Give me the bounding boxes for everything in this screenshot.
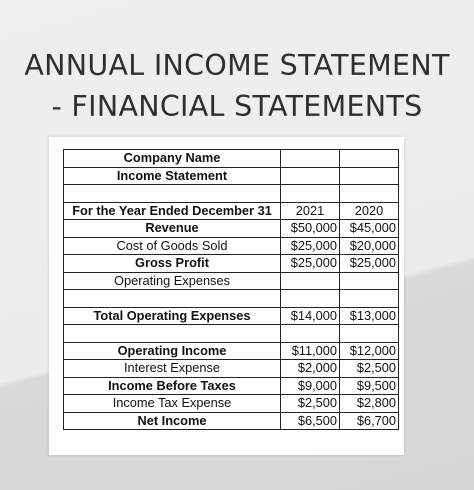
value-year-2: $6,700 [340, 412, 399, 430]
value-year-2: $2,800 [340, 395, 399, 413]
table-row [64, 150, 399, 168]
statement-sheet [49, 137, 404, 455]
empty-cell [340, 167, 399, 185]
table-row [64, 202, 399, 220]
table-row [64, 307, 399, 325]
table-row [64, 220, 399, 238]
year-2-header: 2020 [340, 202, 399, 220]
value-year-1: $50,000 [281, 220, 340, 238]
table-row [64, 237, 399, 255]
value-year-1: $25,000 [281, 255, 340, 273]
title-line-2: - FINANCIAL STATEMENTS [51, 90, 423, 123]
empty-cell [340, 272, 399, 290]
table-row [64, 395, 399, 413]
title-line-1: ANNUAL INCOME STATEMENT [24, 49, 450, 82]
value-year-2: $12,000 [340, 342, 399, 360]
value-year-1: $2,000 [281, 360, 340, 378]
value-year-1: $11,000 [281, 342, 340, 360]
income-statement-table [63, 149, 399, 430]
empty-cell [281, 325, 340, 343]
empty-cell [281, 272, 340, 290]
value-year-2: $13,000 [340, 307, 399, 325]
value-year-2: $9,500 [340, 377, 399, 395]
row-label: Interest Expense [64, 360, 281, 378]
row-label: Income Before Taxes [64, 377, 281, 395]
empty-cell [340, 150, 399, 168]
year-1-header: 2021 [281, 202, 340, 220]
empty-cell [64, 325, 281, 343]
value-year-1: $14,000 [281, 307, 340, 325]
table-row [64, 185, 399, 203]
row-label: Total Operating Expenses [64, 307, 281, 325]
empty-cell [340, 290, 399, 308]
table-row [64, 360, 399, 378]
table-row [64, 325, 399, 343]
page-title [0, 45, 474, 127]
empty-cell [281, 185, 340, 203]
table-row [64, 272, 399, 290]
empty-cell [281, 167, 340, 185]
row-label: Cost of Goods Sold [64, 237, 281, 255]
company-name-cell: Company Name [64, 150, 281, 168]
empty-cell [64, 290, 281, 308]
value-year-2: $20,000 [340, 237, 399, 255]
value-year-1: $6,500 [281, 412, 340, 430]
empty-cell [340, 325, 399, 343]
empty-cell [340, 185, 399, 203]
period-label-cell: For the Year Ended December 31 [64, 202, 281, 220]
row-label: Net Income [64, 412, 281, 430]
row-label: Operating Income [64, 342, 281, 360]
value-year-2: $45,000 [340, 220, 399, 238]
row-label: Revenue [64, 220, 281, 238]
table-row [64, 412, 399, 430]
value-year-1: $9,000 [281, 377, 340, 395]
table-row [64, 377, 399, 395]
value-year-1: $25,000 [281, 237, 340, 255]
empty-cell [281, 290, 340, 308]
table-row [64, 167, 399, 185]
statement-name-cell: Income Statement [64, 167, 281, 185]
value-year-1: $2,500 [281, 395, 340, 413]
row-label: Gross Profit [64, 255, 281, 273]
row-label: Operating Expenses [64, 272, 281, 290]
empty-cell [281, 150, 340, 168]
table-row [64, 342, 399, 360]
value-year-2: $2,500 [340, 360, 399, 378]
table-row [64, 255, 399, 273]
table-row [64, 290, 399, 308]
row-label: Income Tax Expense [64, 395, 281, 413]
empty-cell [64, 185, 281, 203]
value-year-2: $25,000 [340, 255, 399, 273]
